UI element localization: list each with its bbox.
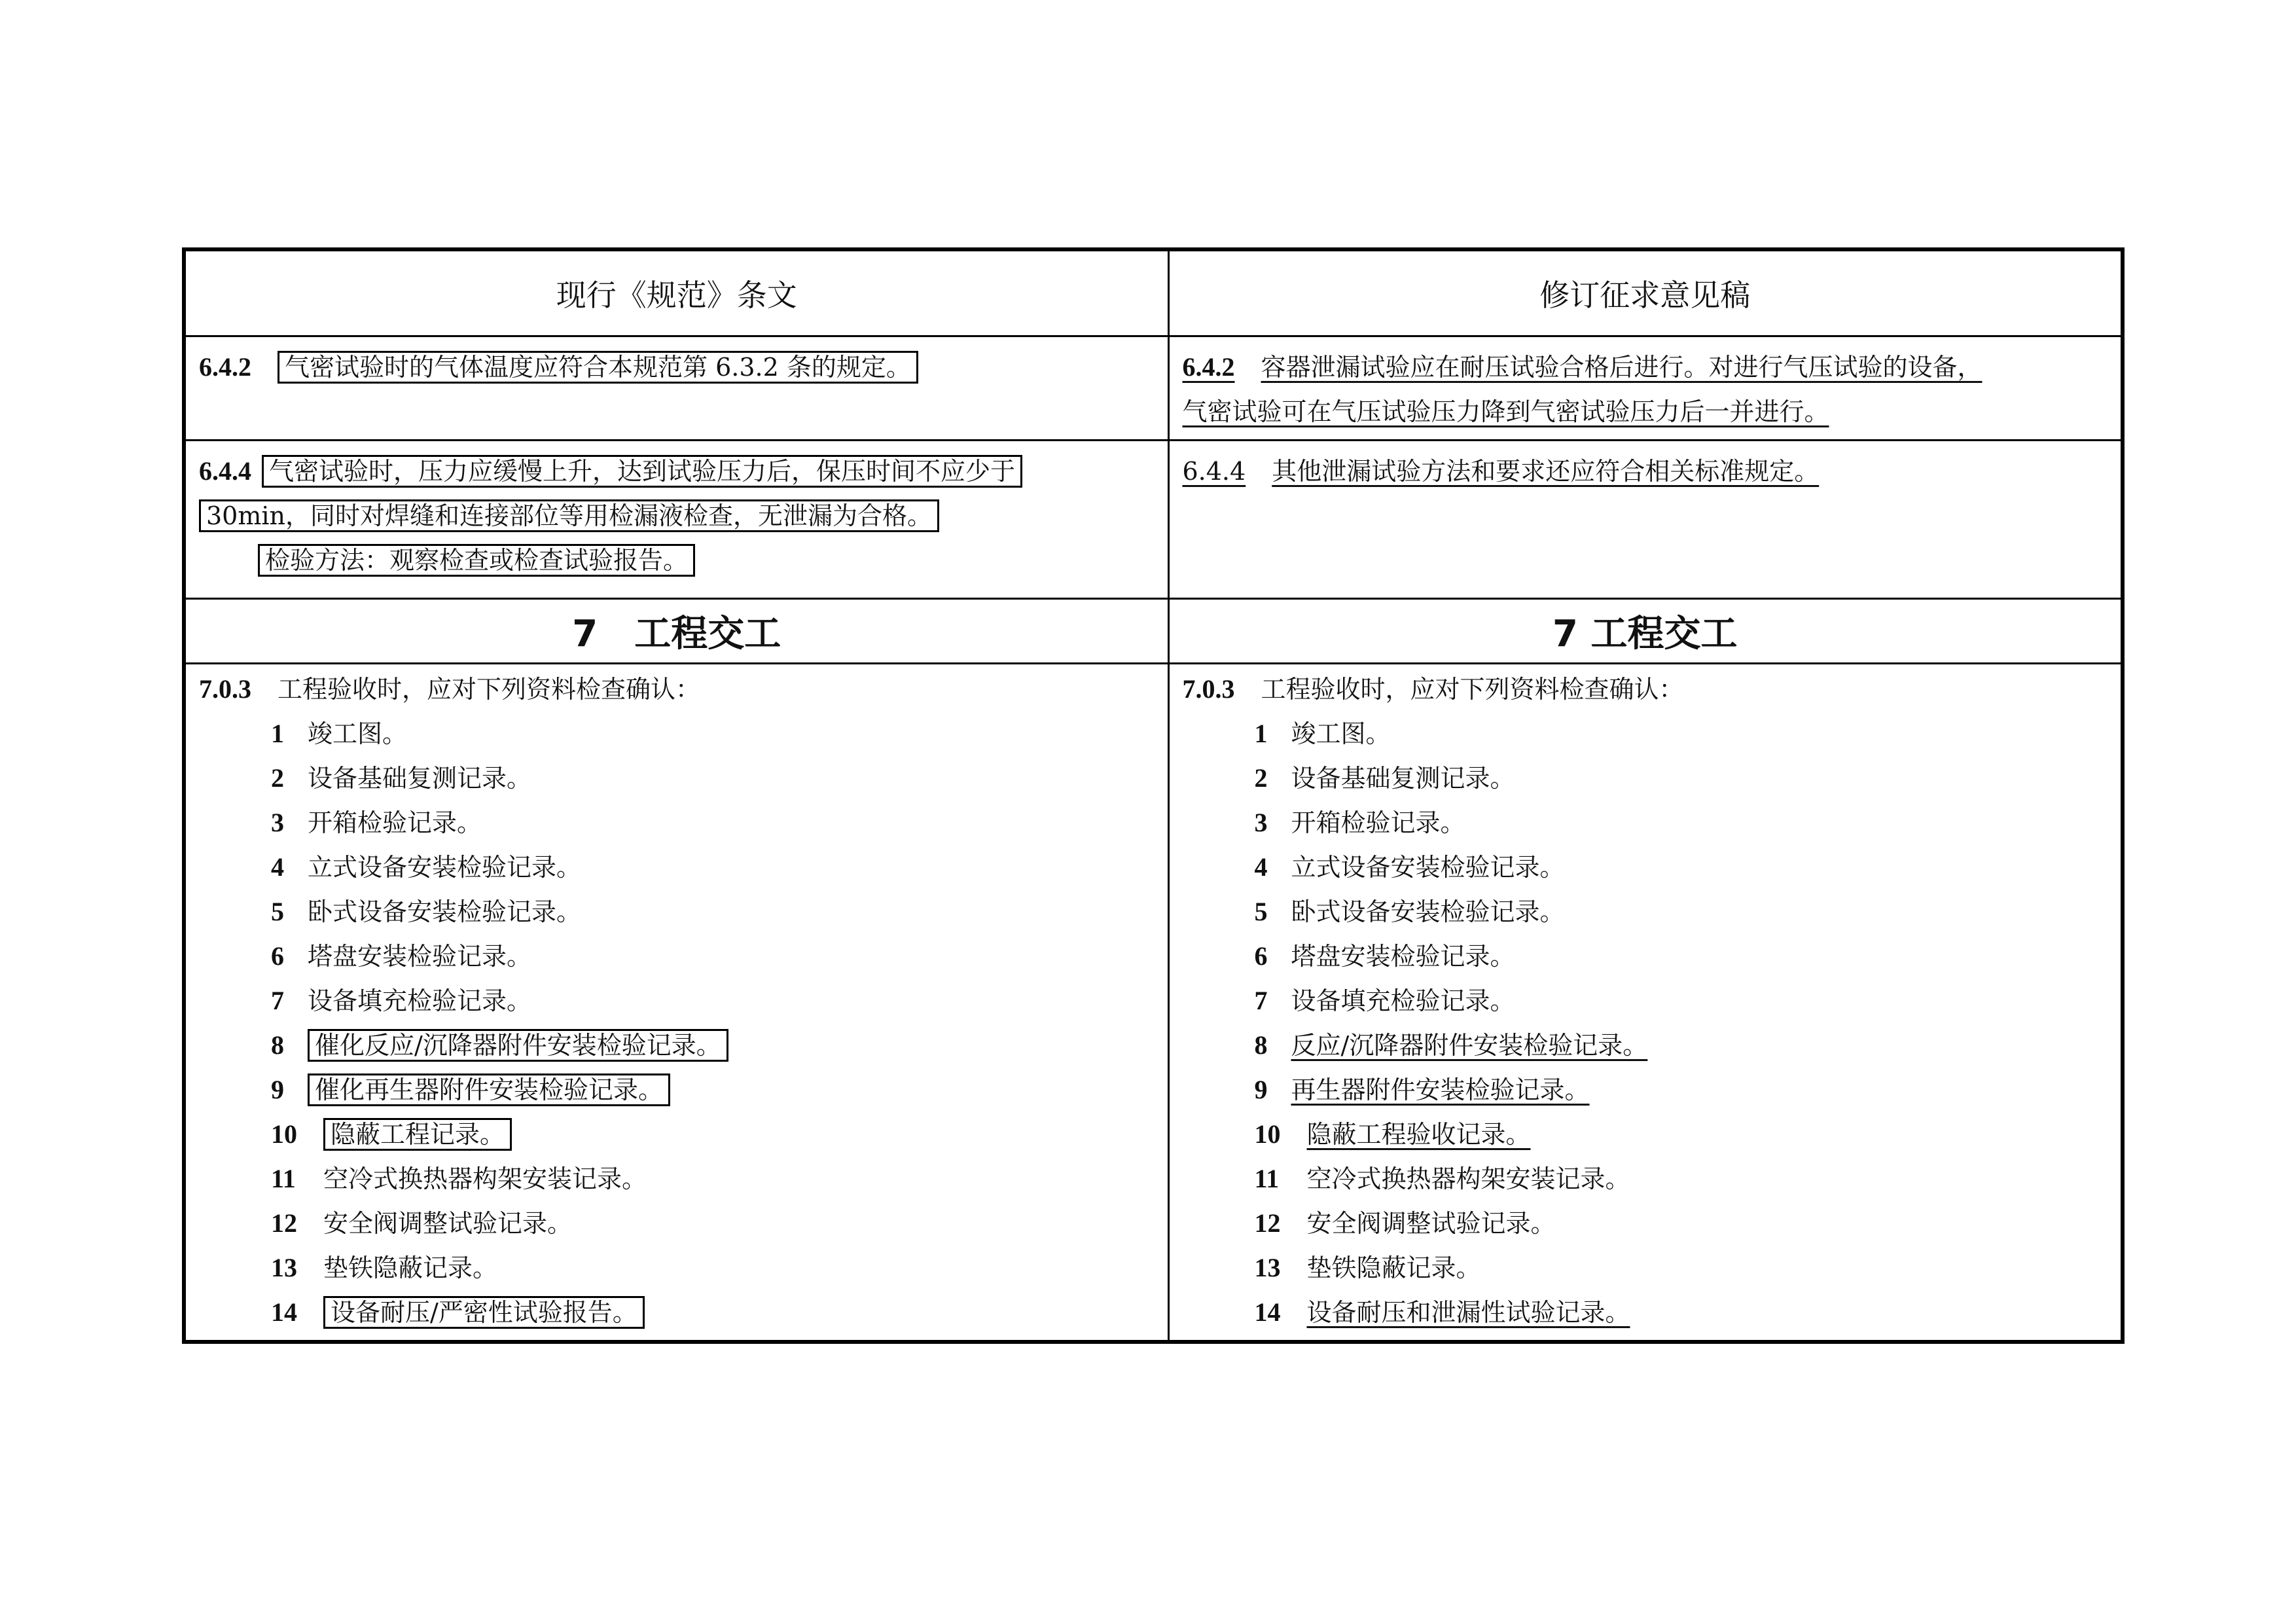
header-left: 现行《规范》条文: [184, 249, 1168, 336]
list-item: 3 开箱检验记录。: [271, 808, 482, 837]
list-item: 3 开箱检验记录。: [1254, 808, 1465, 837]
list-item: 9 催化再生器附件安装检验记录。: [199, 1068, 1156, 1112]
list-item: 14 设备耐压和泄漏性试验记录。: [1254, 1297, 1630, 1327]
clause-6-4-4-current: [184, 441, 1168, 599]
section-row: [184, 599, 2123, 664]
list-item: 1 竣工图。: [271, 719, 408, 748]
list-item: 2 设备基础复测记录。: [1254, 763, 1515, 793]
list-item: 10 隐蔽工程记录。: [199, 1112, 1156, 1157]
list-item: 5 卧式设备安装检验记录。: [1254, 897, 1565, 926]
list-item: 7 设备填充检验记录。: [1254, 986, 1515, 1015]
list-item: 8 催化反应/沉降器附件安装检验记录。: [199, 1023, 1156, 1068]
clause-6-4-2-revised: [1168, 336, 2123, 441]
clause-text: 其他泄漏试验方法和要求还应符合相关标准规定。: [1272, 457, 1820, 486]
list-item: 5 卧式设备安装检验记录。: [271, 897, 582, 926]
list-item: 11 空冷式换热器构架安装记录。: [271, 1164, 647, 1193]
clause-text-line2: 气密试验可在气压试验压力降到气密试验压力后一并进行。: [1182, 397, 1829, 426]
list-item: 1 竣工图。: [1254, 719, 1391, 748]
section-title-left: 7 工程交工: [184, 599, 1168, 664]
clause-number: 6.4.4: [1182, 457, 1246, 486]
list-item: 11 空冷式换热器构架安装记录。: [1254, 1164, 1630, 1193]
list-item: 12 安全阀调整试验记录。: [1254, 1208, 1556, 1238]
clause-number: 6.4.2: [199, 352, 251, 382]
list-item: 12 安全阀调整试验记录。: [271, 1208, 573, 1238]
row-6-4-4: [184, 441, 2123, 599]
section-title-right: 7 工程交工: [1168, 599, 2123, 664]
list-item: 10 隐蔽工程验收记录。: [1254, 1119, 1531, 1149]
row-7-0-3: [184, 664, 2123, 1343]
list-item: 2 设备基础复测记录。: [271, 763, 532, 793]
list-item: 6 塔盘安装检验记录。: [1254, 941, 1515, 971]
clause-number: 6.4.2: [1182, 352, 1235, 382]
clause-7-0-3-current: [184, 664, 1168, 1343]
clause-6-4-4-revised: [1168, 441, 2123, 599]
clause-6-4-2-current: [184, 336, 1168, 441]
list-item: 4 立式设备安装检验记录。: [271, 852, 582, 882]
list-item: 13 垫铁隐蔽记录。: [1254, 1253, 1481, 1282]
clause-7-0-3-revised: [1168, 664, 2123, 1343]
list-item: 4 立式设备安装检验记录。: [1254, 852, 1565, 882]
clause-intro: 工程验收时，应对下列资料检查确认：: [1261, 675, 1684, 704]
clause-number: 7.0.3: [1182, 674, 1235, 704]
comparison-table: [182, 247, 2125, 1344]
clause-text-line1: 容器泄漏试验应在耐压试验合格后进行。对进行气压试验的设备，: [1261, 353, 1982, 382]
clause-text-line2: 30min，同时对焊缝和连接部位等用检漏液检查，无泄漏为合格。: [199, 499, 939, 532]
clause-number: 6.4.4: [199, 456, 251, 486]
list-item: 9 再生器附件安装检验记录。: [1254, 1075, 1590, 1104]
header-right: 修订征求意见稿: [1168, 249, 2123, 336]
list-item: 13 垫铁隐蔽记录。: [271, 1253, 498, 1282]
header-row: [184, 249, 2123, 336]
clause-intro: 工程验收时，应对下列资料检查确认：: [278, 675, 701, 704]
list-item: 7 设备填充检验记录。: [271, 986, 532, 1015]
clause-text-line1: 气密试验时，压力应缓慢上升，达到试验压力后，保压时间不应少于: [262, 455, 1022, 488]
clause-number: 7.0.3: [199, 674, 251, 704]
clause-text-boxed: 气密试验时的气体温度应符合本规范第 6.3.2 条的规定。: [278, 351, 918, 384]
list-item: 6 塔盘安装检验记录。: [271, 941, 532, 971]
row-6-4-2: [184, 336, 2123, 441]
list-item: 8 反应/沉降器附件安装检验记录。: [1254, 1030, 1648, 1060]
inspection-method: 检验方法：观察检查或检查试验报告。: [258, 544, 695, 577]
list-item: 14 设备耐压/严密性试验报告。: [199, 1290, 1156, 1335]
